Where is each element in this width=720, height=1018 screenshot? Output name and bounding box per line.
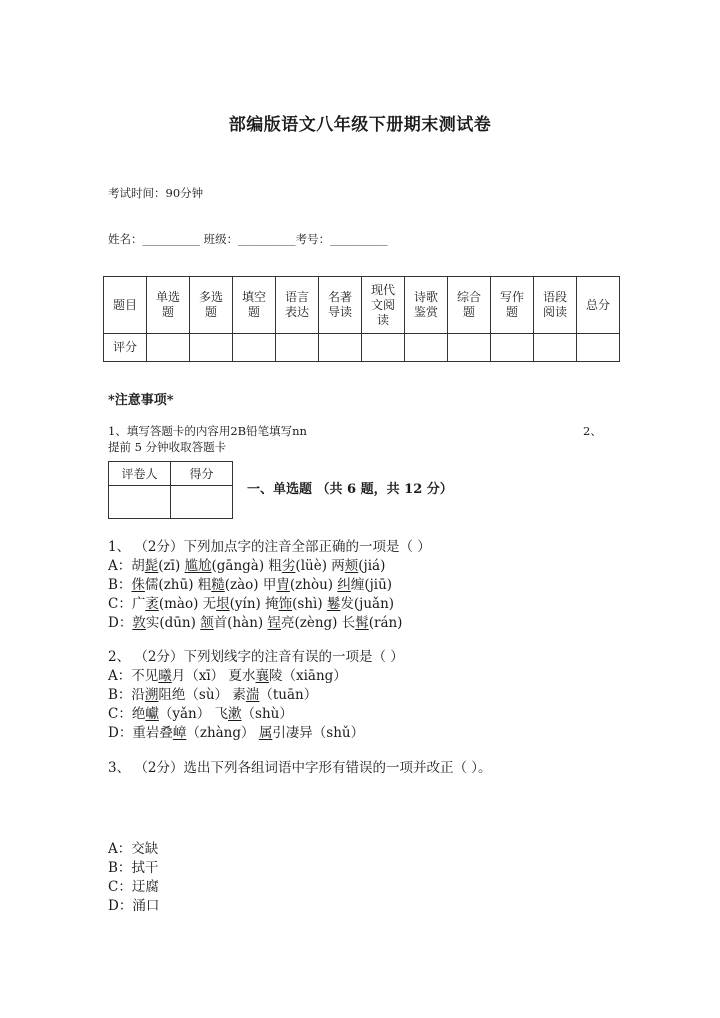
section-heading: 一、单选题 （共 6 题，共 12 分） [247, 482, 453, 497]
question-1-stem: 1、 （2分）下列加点字的注音全部正确的一项是（ ） [108, 539, 431, 555]
score-cell[interactable] [362, 334, 405, 362]
score-cell[interactable] [319, 334, 362, 362]
grader-table [108, 461, 233, 519]
score-cell[interactable] [233, 334, 276, 362]
score-header-cell: 语段 阅读 [534, 277, 577, 334]
question-2-stem: 2、 （2分）下列划线字的注音有误的一项是（ ） [108, 649, 404, 665]
question-1-option-b[interactable]: B：侏儒(zhū) 粗糙(zào) 甲胄(zhòu) 纠缠(jiū) [108, 577, 393, 593]
score-header-cell: 多选 题 [190, 277, 233, 334]
score-table [103, 276, 620, 362]
question-3-option-d[interactable]: D：涌口 [108, 898, 160, 914]
score-cell[interactable] [491, 334, 534, 362]
grader-score-label: 得分 [171, 462, 233, 486]
score-cell[interactable] [190, 334, 233, 362]
score-header-cell: 填空 题 [233, 277, 276, 334]
grader-score-cell[interactable] [171, 486, 233, 519]
question-2-option-c[interactable]: C：绝巘（yǎn） 飞漱（shù） [108, 706, 293, 722]
notice-item-2-number: 2、 [583, 424, 602, 438]
score-row-label: 评分 [104, 334, 147, 362]
grader-reviewer-label: 评卷人 [109, 462, 171, 486]
exam-time: 考试时间：90分钟 [108, 186, 204, 200]
score-cell[interactable] [448, 334, 491, 362]
score-cell[interactable] [577, 334, 620, 362]
question-1-option-d[interactable]: D：敦实(dūn) 颔首(hàn) 锃亮(zèng) 长髯(rán) [108, 615, 403, 631]
score-cell[interactable] [405, 334, 448, 362]
score-header-cell: 诗歌 鉴赏 [405, 277, 448, 334]
page-title: 部编版语文八年级下册期末测试卷 [228, 115, 492, 135]
question-2-option-d[interactable]: D：重岩叠嶂（zhàng） 属引凄异（shǔ） [108, 725, 365, 741]
score-header-cell: 名著 导读 [319, 277, 362, 334]
question-1-option-a[interactable]: A：胡髭(zī) 尴尬(gāngà) 粗劣(lüè) 两颊(jiá) [108, 558, 386, 574]
score-header-cell: 单选 题 [147, 277, 190, 334]
question-3-stem: 3、 （2分）选出下列各组词语中字形有错误的一项并改正（ ）。 [108, 760, 492, 776]
score-header-cell: 现代 文阅 读 [362, 277, 405, 334]
score-header-cell: 写作 题 [491, 277, 534, 334]
question-3-option-c[interactable]: C：迂腐 [108, 879, 159, 895]
student-info-line: 姓名：__________ 班级：__________考号：__________ [108, 232, 388, 246]
score-header-cell: 语言 表达 [276, 277, 319, 334]
score-cell[interactable] [147, 334, 190, 362]
question-1-option-c[interactable]: C：广袤(mào) 无垠(yín) 掩饰(shì) 鬈发(juǎn) [108, 596, 395, 612]
notice-heading: *注意事项* [108, 393, 174, 408]
question-3-option-a[interactable]: A：交缺 [108, 841, 159, 857]
score-cell[interactable] [276, 334, 319, 362]
question-2-option-b[interactable]: B：沿溯阻绝（sù） 素湍（tuān） [108, 687, 318, 703]
score-cell[interactable] [534, 334, 577, 362]
notice-item-2-text: 提前 5 分钟收取答题卡 [108, 440, 227, 454]
score-header-cell: 总分 [577, 277, 620, 334]
score-header-cell: 题目 [104, 277, 147, 334]
question-3-option-b[interactable]: B：拭干 [108, 860, 159, 876]
grader-reviewer-cell[interactable] [109, 486, 171, 519]
score-header-cell: 综合 题 [448, 277, 491, 334]
question-2-option-a[interactable]: A：不见曦月（xī） 夏水襄陵（xiāng） [108, 668, 347, 684]
notice-item-1: 1、填写答题卡的内容用2B铅笔填写nn [108, 424, 307, 438]
